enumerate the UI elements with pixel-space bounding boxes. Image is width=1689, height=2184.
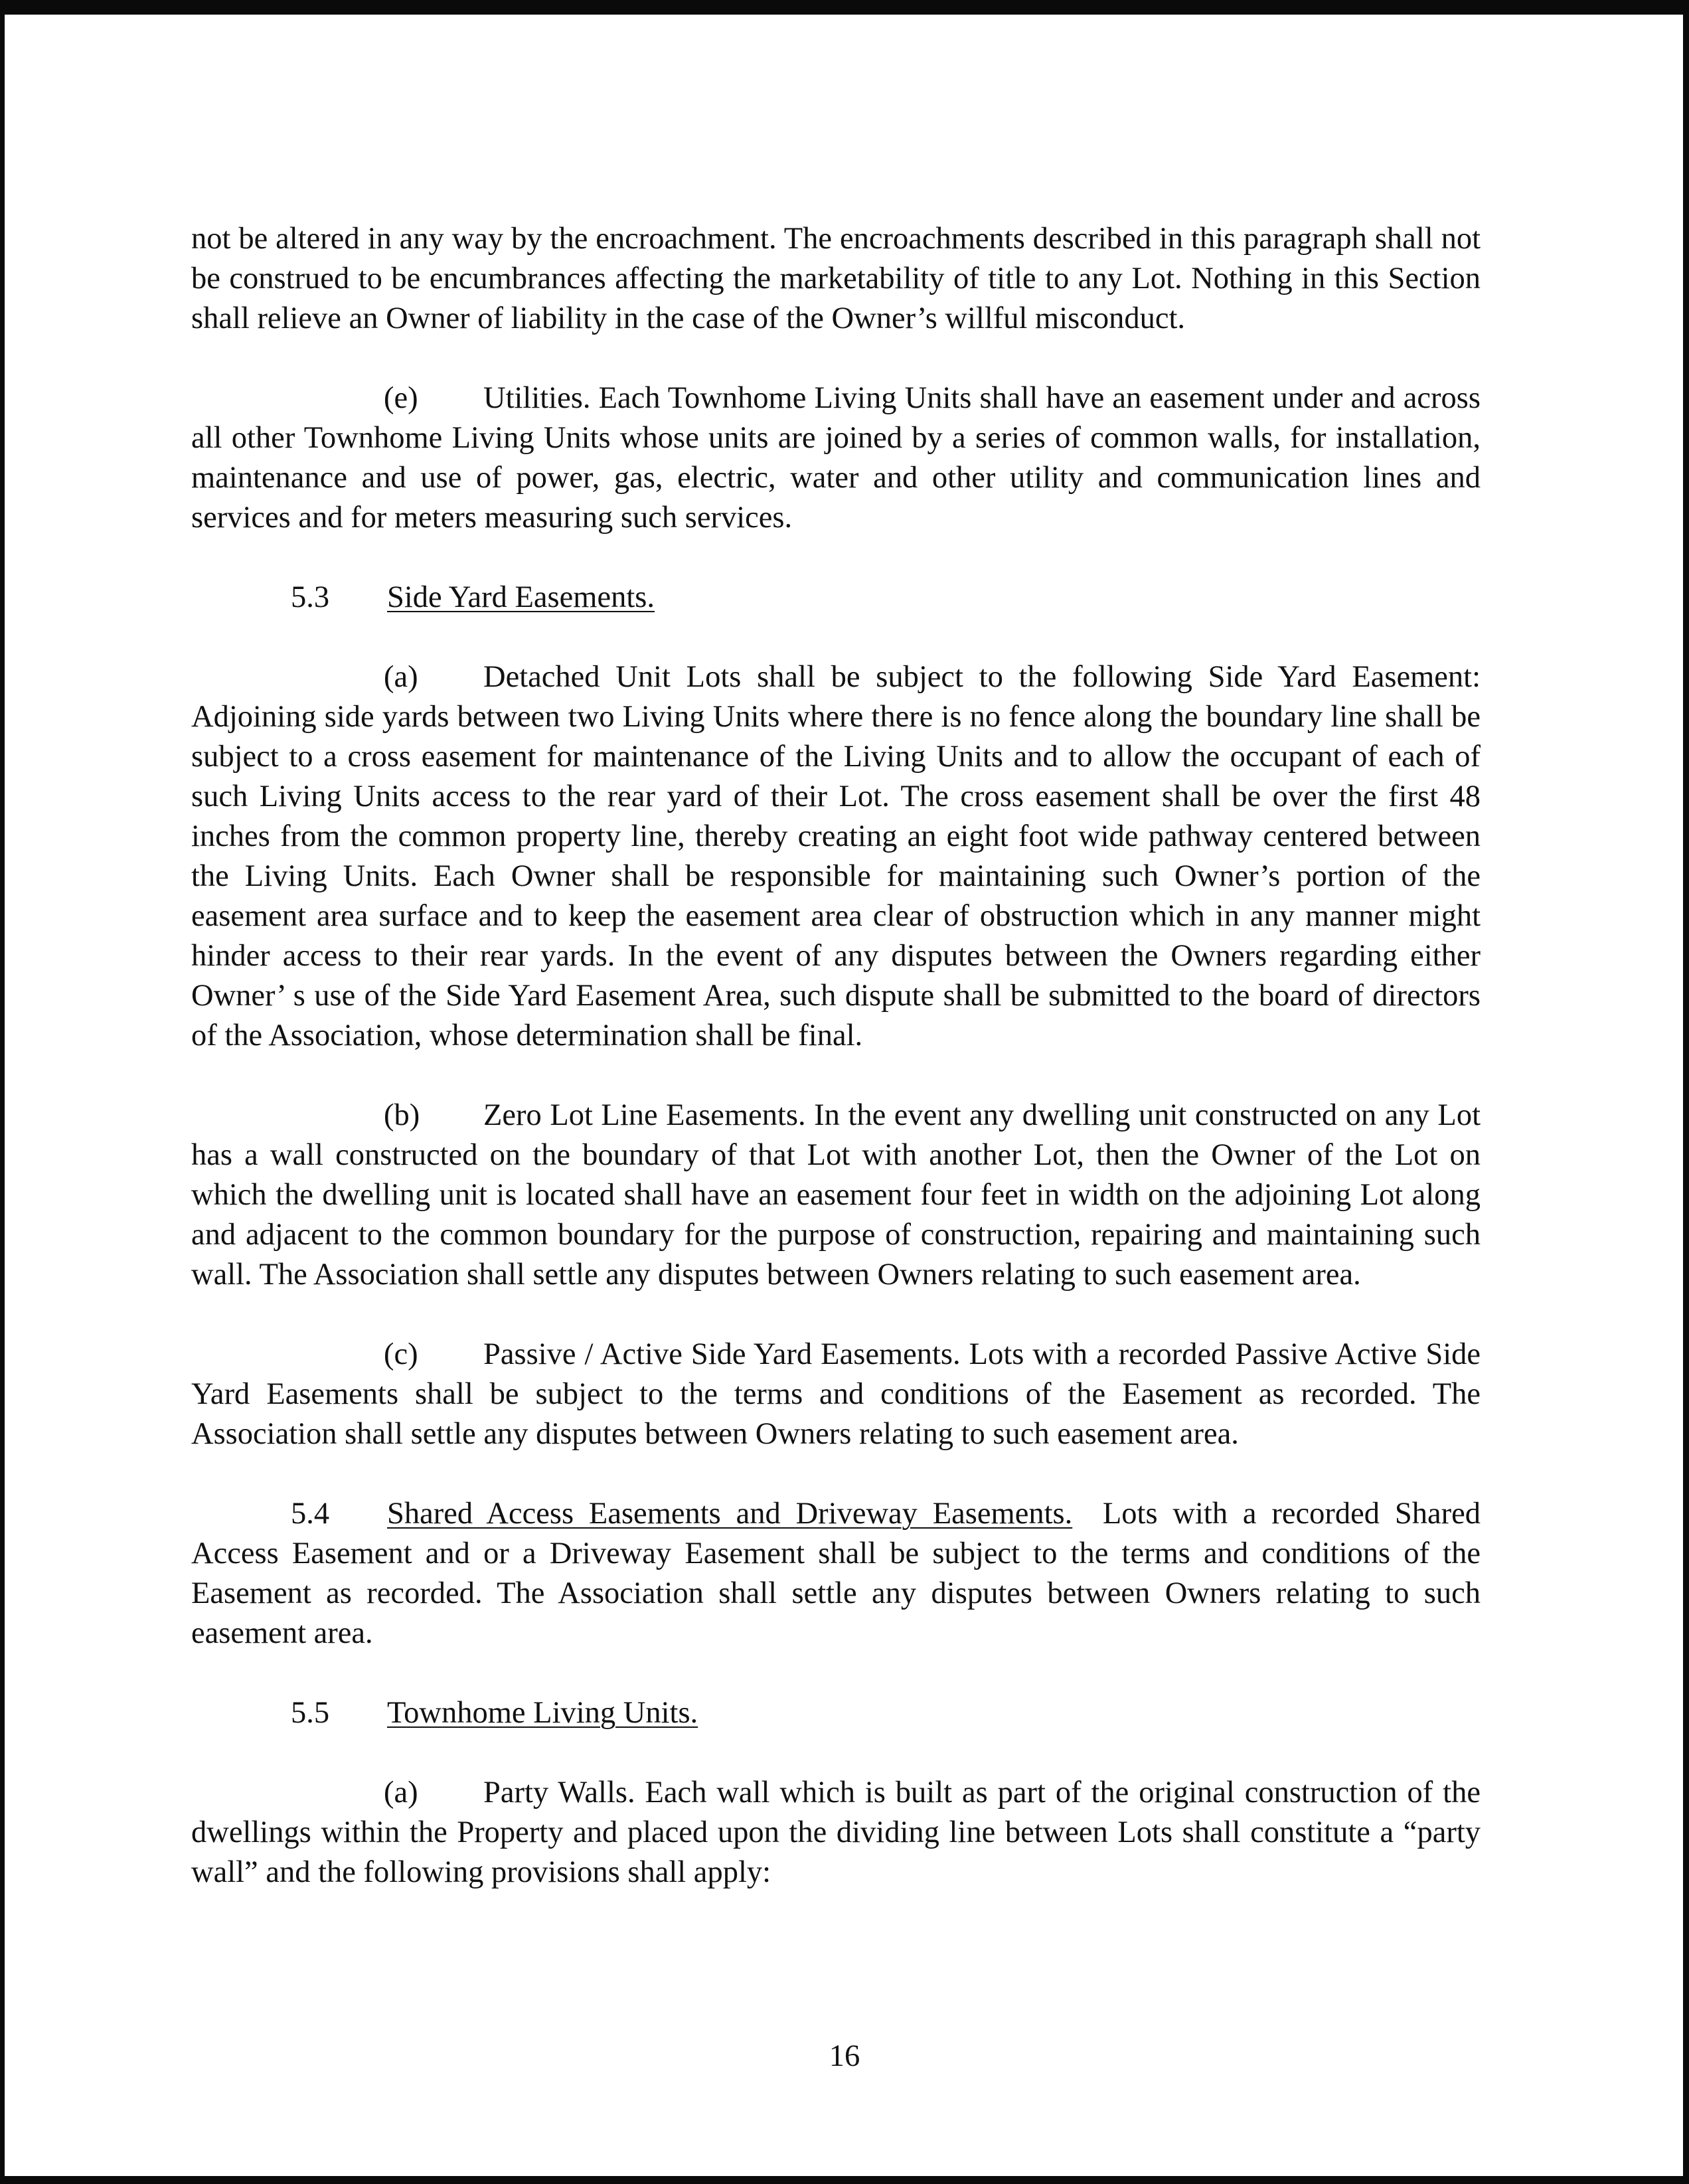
- section-text: Lots with a recorded Shared Access Easement and or a Driveway Easement shall be subject to the terms and conditions of the Easement as recorded. The Association shall settle any disputes between Owners relating to such easement area.: [191, 1497, 1481, 1650]
- section-title: Side Yard Easements.: [387, 580, 655, 614]
- section-5-4: [191, 1494, 1481, 1653]
- paragraph-5-2-e: [191, 378, 1481, 538]
- section-number: 5.4: [291, 1497, 330, 1531]
- section-5-5-heading: [191, 1693, 1481, 1733]
- page-number: 16: [829, 2039, 860, 2073]
- section-title: Shared Access Easements and Driveway Easements.: [387, 1497, 1073, 1531]
- paragraph-text: Utilities. Each Townhome Living Units shall have an easement under and across all other Townhome Living Units whose units are joined by a series of common walls, for installation, maintenance and use of power, gas, electric, water and other utility and communication lines and services and for meters measuring such services.: [191, 381, 1481, 535]
- paragraph-marker: (b): [384, 1098, 420, 1132]
- section-title: Townhome Living Units.: [387, 1696, 698, 1730]
- paragraph-text: Detached Unit Lots shall be subject to the following Side Yard Easement: Adjoining side yards between two Living Units where there is no fence along the boundary line shall be subject to a cross easement for maintenance of the Living Units and to allow the occupant of each of such Living Units access to the rear yard of their Lot. The cross easement shall be over the first 48 inches from the common property line, thereby creating an eight foot wide pathway centered between the Living Units. Each Owner shall be responsible for maintaining such Owner’s portion of the easement area surface and to keep the easement area clear of obstruction which in any manner might hinder access to their rear yards. In the event of any disputes between the Owners regarding either Owner’ s use of the Side Yard Easement Area, such dispute shall be submitted to the board of directors of the Association, whose determination shall be final.: [191, 660, 1481, 1052]
- paragraph-5-5-a: [191, 1773, 1481, 1892]
- paragraph-marker: (c): [384, 1337, 418, 1371]
- section-5-3-heading: [191, 578, 1481, 618]
- paragraph-5-3-c: [191, 1335, 1481, 1454]
- paragraph-5-3-b: [191, 1096, 1481, 1295]
- paragraph-marker: (a): [384, 1776, 418, 1809]
- paragraph-text: Zero Lot Line Easements. In the event any dwelling unit constructed on any Lot has a wall constructed on the boundary of that Lot with another Lot, then the Owner of the Lot on which the dwelling unit is located shall have an easement four feet in width on the adjoining Lot along and adjacent to the common boundary for the purpose of construction, repairing and maintaining such wall. The Association shall settle any disputes between Owners relating to such easement area.: [191, 1098, 1481, 1292]
- section-number: 5.3: [291, 580, 330, 614]
- paragraph-marker: (a): [384, 660, 418, 694]
- paragraph-5-3-a: [191, 657, 1481, 1056]
- paragraph-text: Party Walls. Each wall which is built as part of the original construction of the dwellings within the Property and placed upon the dividing line between Lots shall constitute a “party wall” and the following provisions shall apply:: [191, 1776, 1481, 1889]
- paragraph-marker: (e): [384, 381, 418, 415]
- paragraph-text: Passive / Active Side Yard Easements. Lots with a recorded Passive Active Side Yard Easements shall be subject to the terms and conditions of the Easement as recorded. The Association shall settle any disputes between Owners relating to such easement area.: [191, 1337, 1481, 1451]
- continuation-paragraph: not be altered in any way by the encroachment. The encroachments described in this paragraph shall not be construed to be encumbrances affecting the marketability of title to any Lot. Nothing in this Section shall relieve an Owner of liability in the case of the Owner’s willful misconduct.: [191, 222, 1481, 335]
- section-number: 5.5: [291, 1696, 330, 1730]
- document-body: [191, 219, 1481, 1892]
